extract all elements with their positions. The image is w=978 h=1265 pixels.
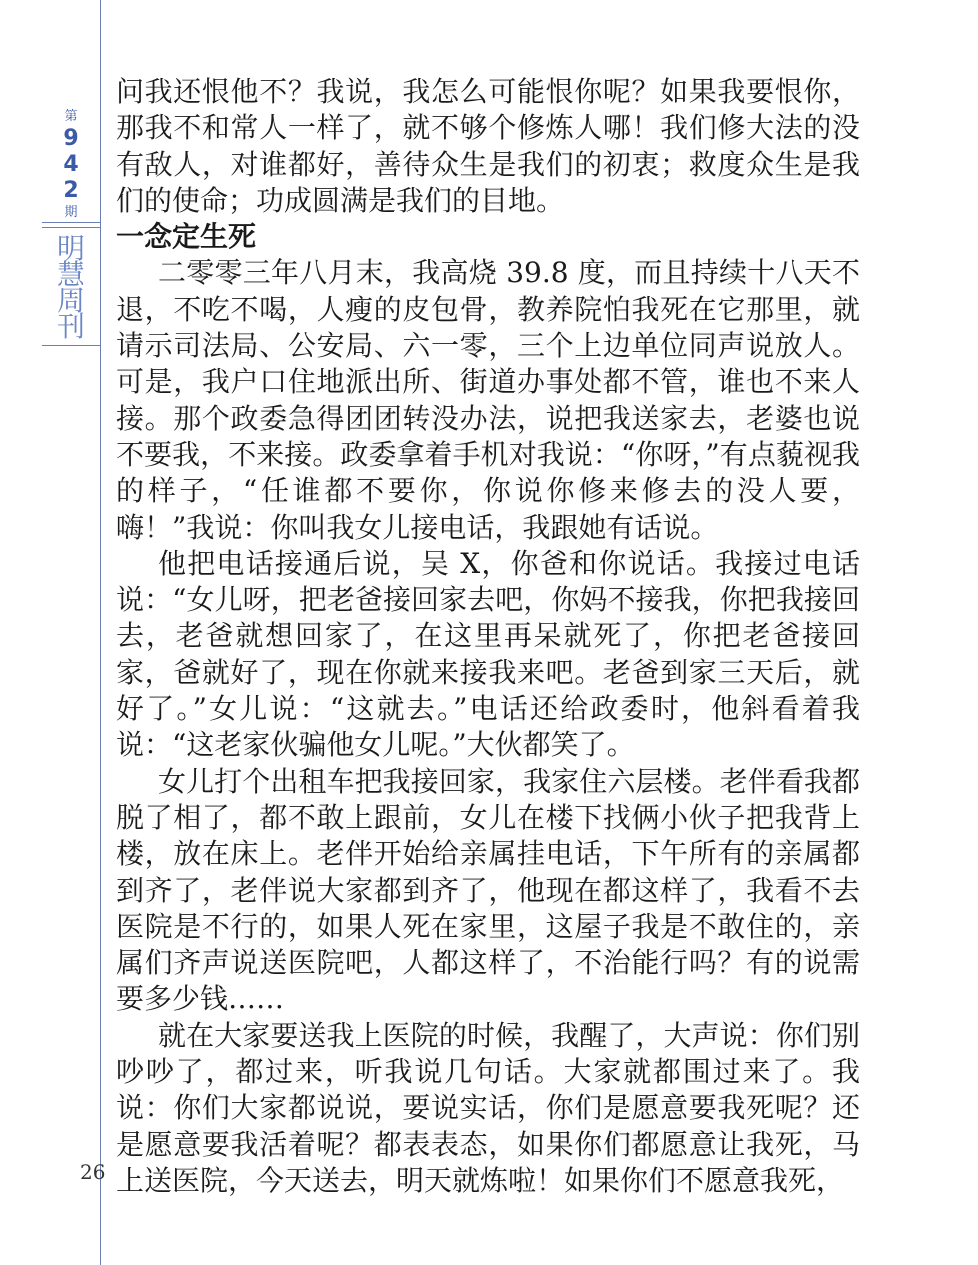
section-heading: 一念定生死: [116, 220, 257, 254]
divider: [42, 227, 100, 228]
paragraph: 他把电话接通后说，吴 X，你爸和你说话。我接过电话说：“女儿呀，把老爸接回家去吧，你妈不接我，你把我接回去，老爸就想回家了，在这里再呆就死了，你把老爸接回家，爸就好了，现在你就来接我来吧。老爸到家三天后，就好了。”女儿说：“这就去。”电话还给政委时，他斜看着我说：“这老家伙骗他女儿呢。”大伙都笑了。: [116, 546, 860, 762]
publication-title-char: 慧: [56, 258, 85, 291]
issue-number: 942: [63, 126, 79, 203]
issue-label: [42, 108, 100, 224]
paragraph: 问我还恨他不？我说，我怎么可能恨你呢？如果我要恨你，那我不和常人一样了，就不够个修炼人哪！我们修大法的没有敌人，对谁都好，善待众生是我们的初衷；救度众生是我们的使命；功成圆满是我们的目地。: [116, 75, 860, 217]
margin-rule: [100, 0, 101, 1265]
publication-title: [42, 232, 100, 343]
divider: [42, 345, 100, 346]
publication-title-char: 明: [56, 232, 85, 265]
issue-suffix: 期: [64, 205, 78, 220]
issue-prefix: 第: [64, 109, 78, 124]
paragraph: 二零零三年八月末，我高烧 39.8 度，而且持续十八天不退，不吃不喝，人瘦的皮包骨，教养院怕我死在它那里，就请示司法局、公安局、六一零，三个上边单位同声说放人。可是，我户口住地派出所、街道办事处都不管，谁也不来人接。那个政委急得团团转没办法，说把我送家去，老婆也说不要我，不来接。政委拿着手机对我说：“你呀，”有点藐视我的样子，“任谁都不要你，你说你修来修去的没人要，嗨！”我说：你叫我女儿接电话，我跟她有话说。: [116, 256, 860, 544]
page-number: 26: [80, 1160, 106, 1184]
publication-title-char: 周: [56, 284, 85, 317]
publication-title-char: 刊: [56, 310, 85, 343]
divider: [42, 222, 100, 223]
article-body: [116, 74, 860, 1199]
paragraph: 就在大家要送我上医院的时候，我醒了，大声说：你们别吵吵了，都过来，听我说几句话。大家就都围过来了。我说：你们大家都说说，要说实话，你们是愿意要我死呢？还是愿意要我活着呢？都表表态，如果你们都愿意让我死，马上送医院，今天送去，明天就炼啦！如果你们不愿意我死，: [116, 1018, 860, 1197]
paragraph: 女儿打个出租车把我接回家，我家住六层楼。老伴看我都脱了相了，都不敢上跟前，女儿在楼下找俩小伙子把我背上楼，放在床上。老伴开始给亲属挂电话，下午所有的亲属都到齐了，老伴说大家都到齐了，他现在都这样了，我看不去医院是不行的，如果人死在家里，这屋子我是不敢住的，亲属们齐声说送医院吧，人都这样了，不治能行吗？有的说需要多少钱……: [116, 764, 860, 1016]
